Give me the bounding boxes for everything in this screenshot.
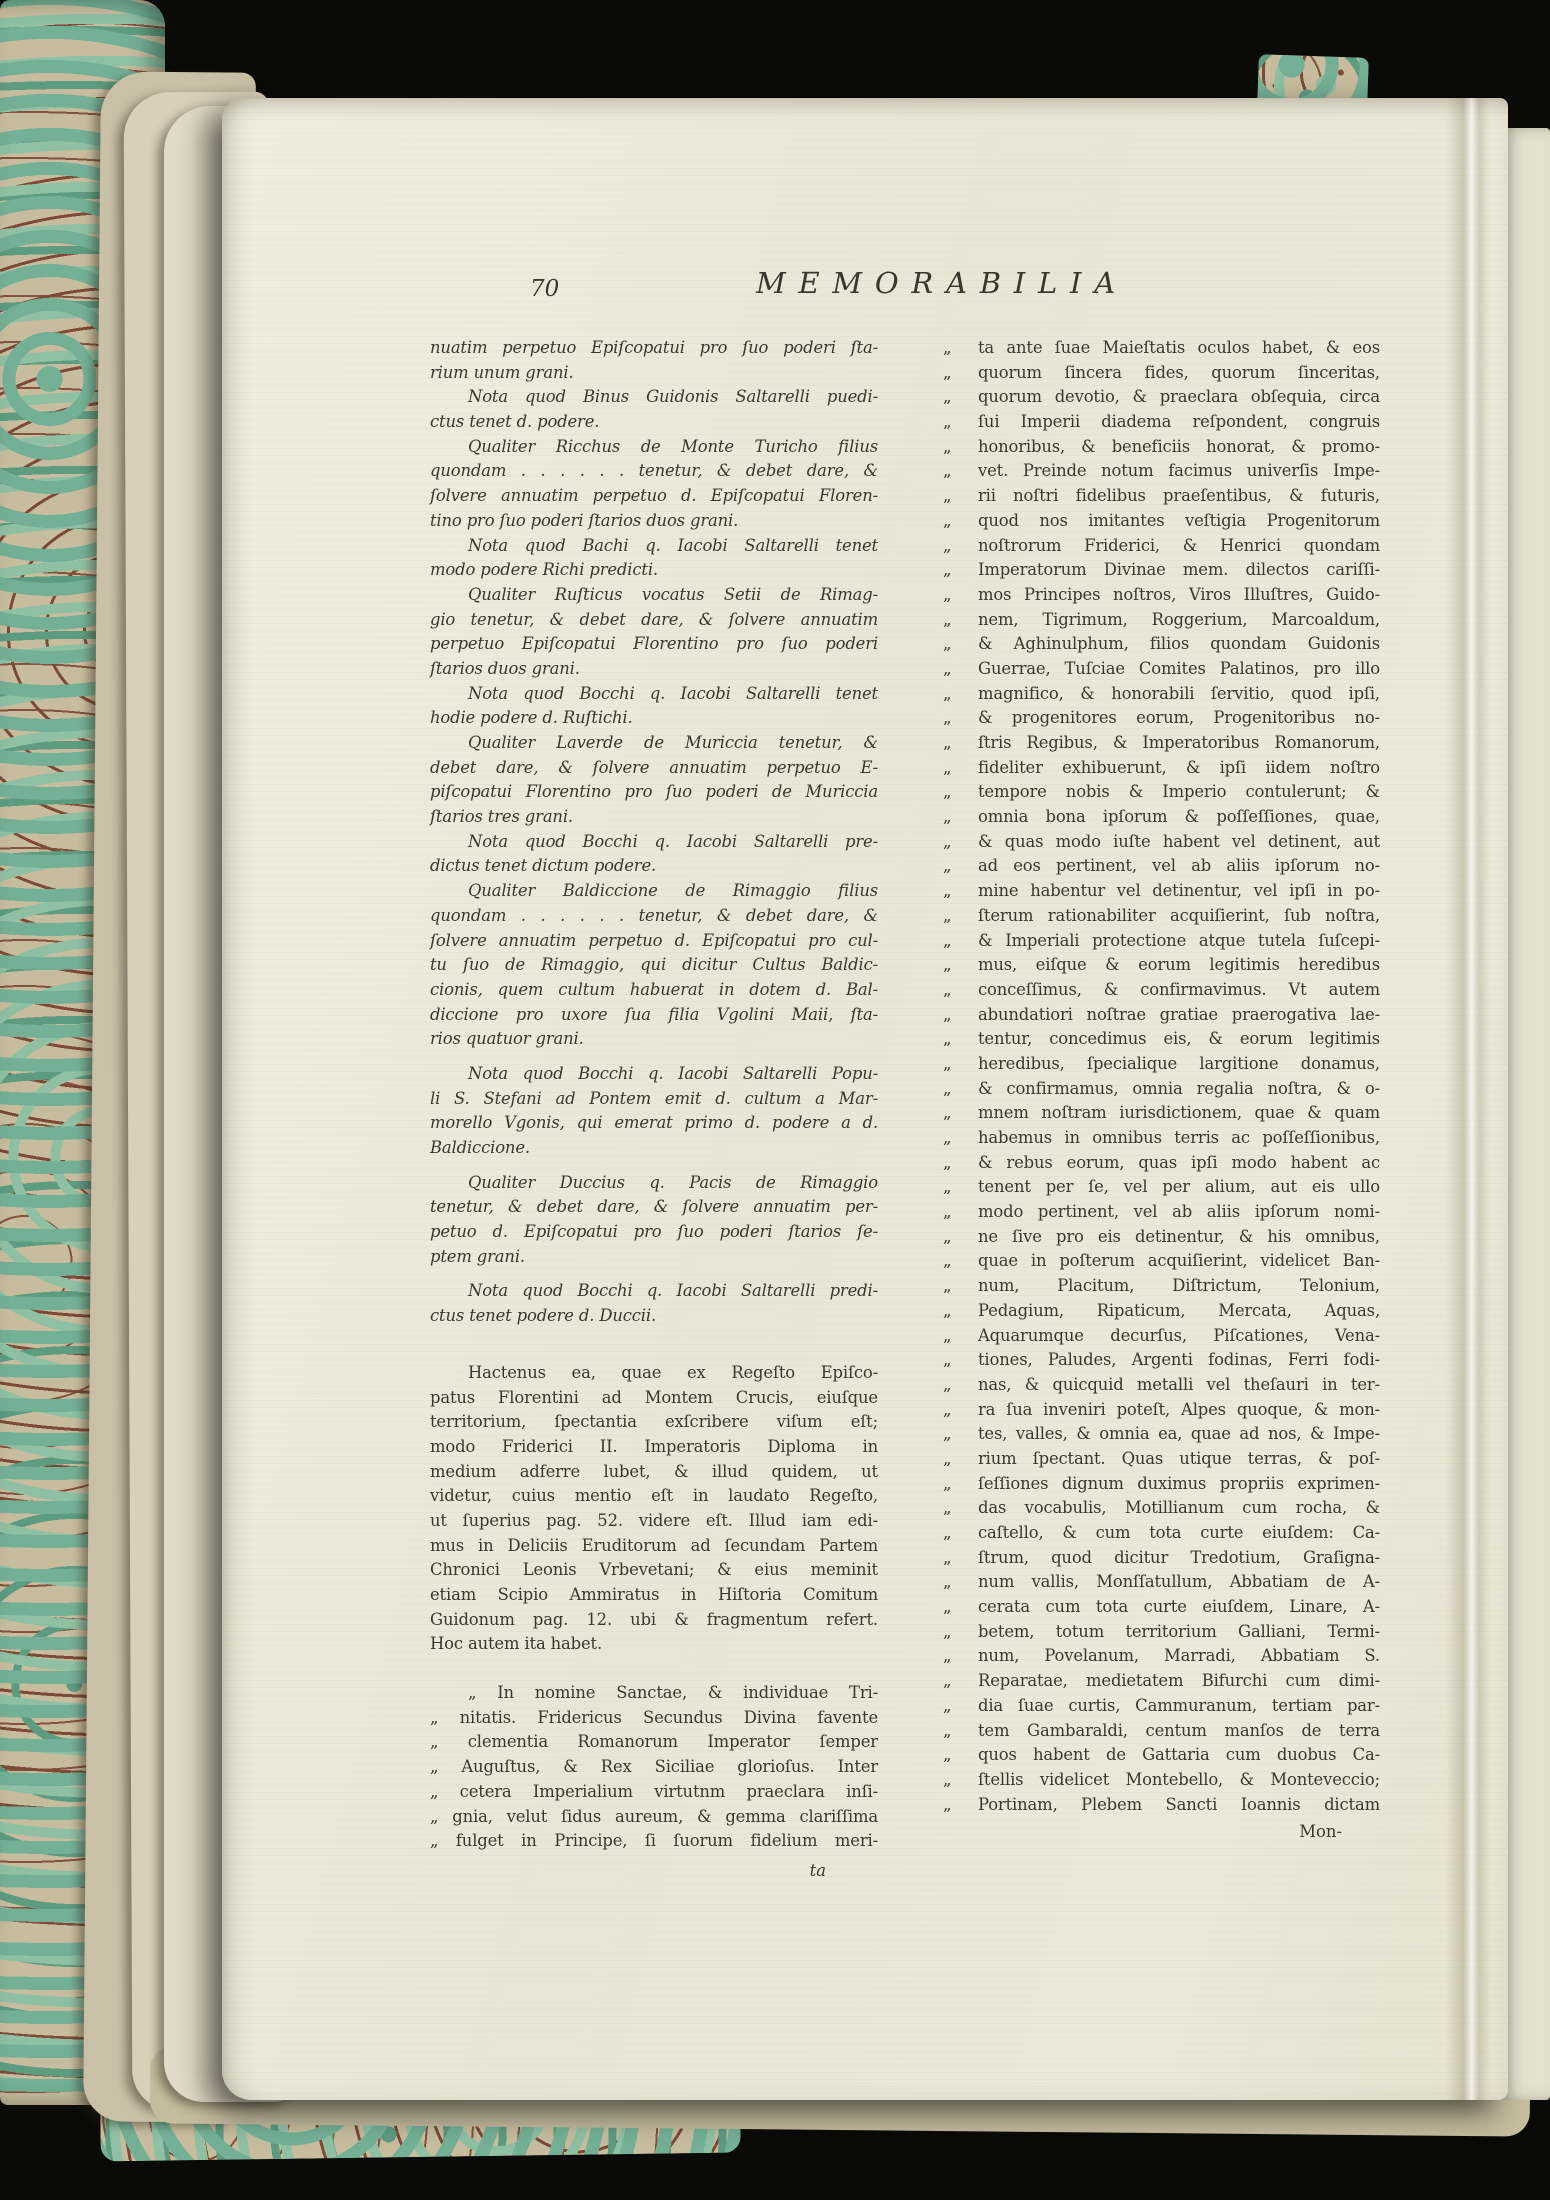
quote-mark: „ bbox=[943, 1226, 952, 1246]
text-line bbox=[943, 484, 1380, 509]
text-line bbox=[943, 1348, 1380, 1373]
quote-mark: „ bbox=[943, 584, 952, 604]
text-line-content: noſtrorum Friderici, & Henrici quondam bbox=[978, 535, 1380, 555]
text-line: etiam Scipio Ammiratus in Hiſtoria Comitum bbox=[430, 1585, 878, 1604]
quote-mark: „ bbox=[943, 905, 952, 925]
text-line bbox=[943, 1373, 1380, 1398]
text-line bbox=[943, 1472, 1380, 1497]
text-line bbox=[943, 1324, 1380, 1349]
text-line-content: num, Placitum, Diſtrictum, Telonium, bbox=[978, 1276, 1380, 1296]
text-line: territorium, ſpectantia exſcribere viſum eſt; bbox=[430, 1412, 878, 1432]
text-line-content: omnia bona ipſorum & poſſeſſiones, quae, bbox=[978, 807, 1380, 827]
text-line: tino pro ſuo poderi ſtarios duos grani. bbox=[430, 510, 739, 530]
text-line: „ gnia, velut ſidus aureum, & gemma clariſſima bbox=[430, 1806, 878, 1826]
text-line: dictus tenet dictum podere. bbox=[430, 856, 657, 876]
text-line: ſolvere annuatim perpetuo d. Epiſcopatui Floren- bbox=[430, 486, 878, 506]
quote-mark: „ bbox=[943, 1325, 952, 1345]
text-line bbox=[943, 1003, 1380, 1028]
quote-mark: „ bbox=[943, 733, 952, 752]
quote-mark: „ bbox=[943, 634, 952, 654]
text-line: ut ſuperius pag. 52. videre eſt. Illud iam edi- bbox=[430, 1510, 878, 1530]
text-line: medium adferre lubet, & illud quidem, ut bbox=[430, 1461, 878, 1481]
text-line: petuo d. Epiſcopatui pro ſuo poderi ſtarios ſe- bbox=[430, 1222, 878, 1242]
text-line: debet dare, & ſolvere annuatim perpetuo E- bbox=[430, 757, 878, 777]
text-line: patus Florentini ad Montem Crucis, eiuſque bbox=[430, 1387, 878, 1407]
text-line-content: honoribus, & beneficiis honorat, & promo- bbox=[978, 436, 1380, 456]
text-line: morello Vgonis, qui emerat primo d. podere a d. bbox=[430, 1113, 878, 1133]
quote-mark: „ bbox=[943, 1424, 952, 1444]
text-line: videtur, cuius mentio eſt in laudato Regeſto, bbox=[430, 1486, 878, 1506]
text-line bbox=[943, 1793, 1380, 1818]
text-line bbox=[943, 336, 1380, 361]
text-line-content: tiones, Paludes, Argenti fodinas, Ferri fodi- bbox=[978, 1350, 1380, 1370]
text-line bbox=[943, 731, 1380, 756]
quote-mark: „ bbox=[943, 1399, 952, 1419]
quote-mark: „ bbox=[943, 1004, 952, 1024]
text-line-content: ſtellis videlicet Montebello, & Monteveccio; bbox=[978, 1769, 1380, 1789]
quote-mark: „ bbox=[943, 1597, 952, 1617]
left-text-column bbox=[430, 336, 878, 1884]
text-line bbox=[943, 410, 1380, 435]
quote-mark: „ bbox=[943, 1029, 952, 1049]
text-line-content: abundatiori noſtrae gratiae praerogativa lae- bbox=[978, 1004, 1380, 1024]
text-line: Qualiter Ruſticus vocatus Setii de Rimag- bbox=[468, 584, 878, 604]
text-line-content: & progenitores eorum, Progenitoribus no- bbox=[978, 708, 1380, 728]
text-line: ctus tenet podere d. Duccii. bbox=[430, 1306, 657, 1326]
text-line: Hoc autem ita habet. bbox=[430, 1634, 603, 1654]
quote-mark: „ bbox=[943, 362, 952, 382]
text-line bbox=[943, 706, 1380, 731]
text-line-content: ſterum rationabiliter acquiſierint, ſub noſtra, bbox=[978, 905, 1380, 925]
text-line bbox=[943, 805, 1380, 830]
text-line-content: ſui Imperii diadema reſpondent, congruis bbox=[978, 412, 1380, 432]
text-line bbox=[943, 978, 1380, 1003]
text-line-content: magnifico, & honorabili ſervitio, quod ipſi, bbox=[978, 683, 1380, 703]
quote-mark: „ bbox=[943, 1547, 952, 1567]
text-line-content: quorum devotio, & praeclara obſequia, circa bbox=[978, 387, 1380, 407]
quote-mark: „ bbox=[943, 486, 952, 506]
quote-mark: „ bbox=[943, 1300, 952, 1320]
text-line bbox=[943, 509, 1380, 534]
text-line: diccione pro uxore ſua filia Vgolini Maii, ſta- bbox=[430, 1004, 878, 1024]
text-line: Qualiter Laverde de Muriccia tenetur, & bbox=[468, 733, 878, 752]
text-line-content: mus, eiſque & eorum legitimis heredibus bbox=[978, 955, 1380, 975]
text-line-content: Aquarumque decurſus, Piſcationes, Vena- bbox=[978, 1325, 1380, 1345]
text-line-content: ne ſive pro eis detinentur, & his omnibus, bbox=[978, 1226, 1380, 1246]
quote-mark: „ bbox=[943, 1276, 952, 1296]
text-line: „ Auguſtus, & Rex Siciliae glorioſus. Inter bbox=[430, 1757, 878, 1777]
text-line-content: rii noſtri fidelibus praeſentibus, & futuris, bbox=[978, 486, 1380, 506]
running-header: MEMORABILIA bbox=[756, 266, 1128, 300]
text-line: cionis, quem cultum habuerat in dotem d. Bal- bbox=[430, 979, 878, 999]
quote-mark: „ bbox=[943, 757, 952, 777]
quote-mark: „ bbox=[943, 461, 952, 481]
text-line bbox=[943, 1694, 1380, 1719]
text-line-content: nas, & quicquid metalli vel theſauri in ter- bbox=[978, 1374, 1380, 1394]
paragraph-gap bbox=[430, 1329, 878, 1361]
text-line: „ fulget in Principe, ſi ſuorum fidelium meri- bbox=[430, 1831, 878, 1851]
text-line-content: ta ante ſuae Maieſtatis oculos habet, & eos bbox=[978, 338, 1380, 357]
text-line: modo Friderici II. Imperatoris Diploma in bbox=[430, 1436, 878, 1456]
text-line-content: & quas modo iuſte habent vel detinent, aut bbox=[978, 831, 1380, 851]
text-line bbox=[943, 1422, 1380, 1447]
text-line bbox=[943, 1052, 1380, 1077]
text-line: Qualiter Ricchus de Monte Turicho filius bbox=[468, 436, 878, 456]
text-line bbox=[943, 1077, 1380, 1102]
quote-mark: „ bbox=[943, 1251, 952, 1271]
text-line-content: modo pertinent, vel ab aliis ipſorum nomi- bbox=[978, 1202, 1380, 1222]
quote-mark: „ bbox=[943, 436, 952, 456]
text-line bbox=[943, 632, 1380, 657]
text-line-content: Reparatae, medietatem Bifurchi cum dimi- bbox=[978, 1671, 1380, 1691]
text-line bbox=[943, 1644, 1380, 1669]
text-line-content: nem, Tigrimum, Roggerium, Marcoaldum, bbox=[978, 609, 1380, 629]
text-line bbox=[943, 1546, 1380, 1571]
text-line bbox=[943, 1101, 1380, 1126]
text-line bbox=[943, 904, 1380, 929]
text-line-content: cerata cum tota curte eiuſdem, Linare, A- bbox=[978, 1597, 1380, 1617]
quote-mark: „ bbox=[943, 1572, 952, 1592]
text-line-content: tempore nobis & Imperio contulerunt; & bbox=[978, 782, 1380, 802]
text-line: ctus tenet d. podere. bbox=[430, 412, 600, 432]
text-line bbox=[943, 1175, 1380, 1200]
text-line-content: quos habent de Gattaria cum duobus Ca- bbox=[978, 1745, 1380, 1765]
text-line bbox=[943, 780, 1380, 805]
text-line bbox=[943, 1249, 1380, 1274]
text-line-content: habemus in omnibus terris ac poſſeſſionibus, bbox=[978, 1128, 1380, 1147]
text-line bbox=[943, 756, 1380, 781]
quote-mark: „ bbox=[943, 560, 952, 580]
quote-mark: „ bbox=[943, 683, 952, 703]
text-line bbox=[943, 1496, 1380, 1521]
text-line bbox=[943, 1570, 1380, 1595]
quote-mark: „ bbox=[943, 1473, 952, 1493]
quote-mark: „ bbox=[943, 1103, 952, 1123]
quote-mark: „ bbox=[943, 1769, 952, 1789]
quote-mark: „ bbox=[943, 1671, 952, 1691]
quote-mark: „ bbox=[943, 1695, 952, 1715]
text-line bbox=[943, 1225, 1380, 1250]
text-line bbox=[943, 1768, 1380, 1793]
text-line: mus in Deliciis Eruditorum ad ſecundam Partem bbox=[430, 1535, 878, 1555]
quote-mark: „ bbox=[943, 807, 952, 827]
text-line-content: num vallis, Monſſatullum, Abbatiam de A- bbox=[978, 1572, 1380, 1592]
text-line-content: & Imperiali protectione atque tutela ſuſcepi- bbox=[978, 930, 1380, 950]
text-line bbox=[943, 1521, 1380, 1546]
quote-mark: „ bbox=[943, 1374, 952, 1394]
text-line: tu ſuo de Rimaggio, qui dicitur Cultus Baldic- bbox=[430, 955, 878, 975]
text-line-content: rium ſpectant. Quas utique terras, & poſ- bbox=[978, 1448, 1380, 1468]
quote-mark: „ bbox=[943, 1523, 952, 1542]
text-line-content: ſeſſiones dignum duximus propriis exprimen- bbox=[978, 1473, 1380, 1493]
text-line-content: fideliter exhibuerunt, & ipſi iidem noſtro bbox=[978, 757, 1380, 777]
paragraph-gap bbox=[430, 1161, 878, 1171]
quote-mark: „ bbox=[943, 1448, 952, 1468]
text-line: Baldiccione. bbox=[430, 1138, 530, 1157]
paragraph-gap bbox=[430, 1052, 878, 1062]
text-line: Nota quod Binus Guidonis Saltarelli puedi- bbox=[468, 387, 878, 407]
catchword-right: Mon- bbox=[1299, 1822, 1342, 1842]
catchword-left: ta bbox=[809, 1860, 826, 1880]
quote-mark: „ bbox=[943, 1720, 952, 1740]
text-line: „ In nomine Sanctae, & individuae Tri- bbox=[468, 1683, 878, 1703]
text-line: rios quatuor grani. bbox=[430, 1029, 584, 1049]
text-line bbox=[943, 1126, 1380, 1151]
text-line-content: ſtris Regibus, & Imperatoribus Romanorum, bbox=[978, 733, 1380, 752]
quote-mark: „ bbox=[943, 609, 952, 629]
text-line-content: tenent per ſe, vel per alium, aut eis ullo bbox=[978, 1177, 1380, 1197]
quote-mark: „ bbox=[943, 708, 952, 728]
text-line bbox=[943, 1447, 1380, 1472]
text-line-content: & confirmamus, omnia regalia noſtra, & o- bbox=[978, 1078, 1380, 1098]
text-line: Nota quod Bocchi q. Iacobi Saltarelli tenet bbox=[468, 683, 878, 703]
text-line-content: betem, totum territorium Galliani, Termi- bbox=[978, 1621, 1380, 1641]
text-line: quondam . . . . . . tenetur, & debet dare, & bbox=[430, 461, 878, 481]
quote-mark: „ bbox=[943, 881, 952, 901]
quote-mark: „ bbox=[943, 535, 952, 555]
quote-mark: „ bbox=[943, 1078, 952, 1098]
text-line bbox=[943, 1743, 1380, 1768]
quote-mark: „ bbox=[943, 782, 952, 802]
text-line bbox=[943, 657, 1380, 682]
quote-mark: „ bbox=[943, 1745, 952, 1765]
quote-mark: „ bbox=[943, 1794, 952, 1814]
text-line: Chronici Leonis Vrbevetani; & eius meminit bbox=[430, 1560, 878, 1580]
text-line: Nota quod Bocchi q. Iacobi Saltarelli predi- bbox=[468, 1281, 878, 1301]
text-line bbox=[943, 435, 1380, 460]
text-line: ſolvere annuatim perpetuo d. Epiſcopatui pro cul- bbox=[430, 930, 878, 950]
quote-mark: „ bbox=[943, 1621, 952, 1641]
quote-mark: „ bbox=[943, 979, 952, 999]
page-number: 70 bbox=[530, 276, 560, 302]
book-page bbox=[222, 98, 1508, 2100]
quote-mark: „ bbox=[943, 658, 952, 678]
text-line: ſtarios duos grani. bbox=[430, 658, 580, 678]
gutter-fold bbox=[1446, 98, 1490, 2100]
paragraph-gap bbox=[430, 1269, 878, 1279]
text-line: Nota quod Bachi q. Iacobi Saltarelli tenet bbox=[468, 535, 878, 555]
quote-mark: „ bbox=[943, 412, 952, 432]
text-line: rium unum grani. bbox=[430, 362, 574, 382]
right-text-column bbox=[943, 336, 1380, 1845]
text-line bbox=[943, 459, 1380, 484]
text-line bbox=[943, 854, 1380, 879]
text-line bbox=[943, 608, 1380, 633]
text-line-content: num, Povelanum, Marradi, Abbatiam S. bbox=[978, 1646, 1380, 1666]
text-line-content: & rebus eorum, quas ipſi modo habent ac bbox=[978, 1152, 1380, 1172]
quote-mark: „ bbox=[943, 831, 952, 851]
quote-mark: „ bbox=[943, 955, 952, 975]
text-line bbox=[943, 385, 1380, 410]
text-line: Qualiter Duccius q. Pacis de Rimaggio bbox=[468, 1172, 878, 1192]
text-line bbox=[943, 558, 1380, 583]
text-line bbox=[943, 879, 1380, 904]
text-line: nuatim perpetuo Epiſcopatui pro ſuo poderi ſta- bbox=[430, 338, 878, 357]
text-line-content: heredibus, ſpecialique largitione donamus, bbox=[978, 1053, 1380, 1073]
text-line bbox=[943, 830, 1380, 855]
text-line bbox=[943, 953, 1380, 978]
text-line-content: tem Gambaraldi, centum manſos de terra bbox=[978, 1720, 1380, 1740]
text-line: Nota quod Bocchi q. Iacobi Saltarelli Popu- bbox=[468, 1063, 878, 1083]
text-line bbox=[943, 1669, 1380, 1694]
text-line: ptem grani. bbox=[430, 1246, 525, 1266]
text-line bbox=[943, 682, 1380, 707]
text-line: „ nitatis. Fridericus Secundus Divina favente bbox=[430, 1707, 878, 1727]
text-line bbox=[943, 1151, 1380, 1176]
text-line-content: quod nos imitantes veſtigia Progenitorum bbox=[978, 510, 1380, 530]
text-line: Hactenus ea, quae ex Regeſto Epiſco- bbox=[468, 1362, 878, 1382]
text-line-content: mnem noſtram iurisdictionem, quae & quam bbox=[978, 1103, 1380, 1123]
text-line bbox=[943, 1299, 1380, 1324]
quote-mark: „ bbox=[943, 387, 952, 407]
quote-mark: „ bbox=[943, 1152, 952, 1172]
text-line-content: caſtello, & cum tota curte eiuſdem: Ca- bbox=[978, 1523, 1380, 1542]
text-line: „ cetera Imperialium virtutnm praeclara inſi- bbox=[430, 1781, 878, 1801]
text-line bbox=[943, 929, 1380, 954]
text-line: quondam . . . . . . tenetur, & debet dare, & bbox=[430, 905, 878, 925]
quote-mark: „ bbox=[943, 1177, 952, 1197]
text-line-content: tes, valles, & omnia ea, quae ad nos, & Impe- bbox=[978, 1424, 1380, 1444]
text-line-content: vet. Preinde notum facimus univerſis Impe- bbox=[978, 461, 1380, 481]
quote-mark: „ bbox=[943, 1128, 952, 1147]
quote-mark: „ bbox=[943, 1350, 952, 1370]
quote-mark: „ bbox=[943, 338, 952, 357]
text-line bbox=[943, 1200, 1380, 1225]
text-line-content: Portinam, Plebem Sancti Ioannis dictam bbox=[978, 1794, 1380, 1814]
text-line bbox=[943, 583, 1380, 608]
quote-mark: „ bbox=[943, 856, 952, 876]
text-line: „ clementia Romanorum Imperator ſemper bbox=[430, 1732, 878, 1752]
text-line: Nota quod Bocchi q. Iacobi Saltarelli pre- bbox=[468, 831, 878, 851]
text-line bbox=[943, 1620, 1380, 1645]
text-line bbox=[943, 1027, 1380, 1052]
quote-mark: „ bbox=[943, 930, 952, 950]
quote-mark: „ bbox=[943, 1498, 952, 1518]
text-line bbox=[943, 534, 1380, 559]
text-line: tenetur, & debet dare, & ſolvere annuatim per- bbox=[430, 1197, 878, 1217]
text-line bbox=[943, 1719, 1380, 1744]
text-line-content: Imperatorum Divinae mem. dilectos cariſſi- bbox=[978, 560, 1380, 580]
text-line bbox=[943, 361, 1380, 386]
text-line: li S. Stefani ad Pontem emit d. cultum a Mar- bbox=[430, 1088, 878, 1108]
text-line-content: conceſſimus, & confirmavimus. Vt autem bbox=[978, 979, 1380, 999]
text-line-content: quae in poſterum acquiſierint, videlicet Ban- bbox=[978, 1251, 1380, 1271]
quote-mark: „ bbox=[943, 1053, 952, 1073]
text-line-content: mine habentur vel detinentur, vel ipſi in po- bbox=[978, 881, 1380, 901]
text-line-content: tentur, concedimus eis, & eorum legitimis bbox=[978, 1029, 1380, 1049]
text-line-content: das vocabulis, Motillianum cum rocha, & bbox=[978, 1498, 1380, 1518]
text-line-content: ſtrum, quod dicitur Tredotium, Graſigna- bbox=[978, 1547, 1380, 1567]
text-line-content: ra ſua inveniri poteſt, Alpes quoque, & mon- bbox=[978, 1399, 1380, 1419]
text-line bbox=[943, 1274, 1380, 1299]
text-line-content: dia ſuae curtis, Cammuranum, tertiam par- bbox=[978, 1695, 1380, 1715]
text-line bbox=[943, 1595, 1380, 1620]
text-line: Guidonum pag. 12. ubi & fragmentum refert. bbox=[430, 1609, 878, 1629]
text-line-content: Pedagium, Ripaticum, Mercata, Aquas, bbox=[978, 1300, 1380, 1320]
text-line: hodie podere d. Ruſtichi. bbox=[430, 708, 633, 728]
text-line-content: & Aghinulphum, filios quondam Guidonis bbox=[978, 634, 1380, 654]
text-line-content: ad eos pertinent, vel ab aliis ipſorum no- bbox=[978, 856, 1380, 876]
text-line: perpetuo Epiſcopatui Florentino pro ſuo poderi bbox=[430, 634, 878, 654]
quote-mark: „ bbox=[943, 510, 952, 530]
text-line: piſcopatui Florentino pro ſuo poderi de Muriccia bbox=[430, 782, 878, 802]
text-line-content: quorum ſincera fides, quorum ſinceritas, bbox=[978, 362, 1380, 382]
paragraph-gap bbox=[430, 1657, 878, 1681]
quote-mark: „ bbox=[943, 1646, 952, 1666]
text-line-content: mos Principes noſtros, Viros Illuſtres, Guido- bbox=[978, 584, 1380, 604]
text-line bbox=[943, 1398, 1380, 1423]
quote-mark: „ bbox=[943, 1202, 952, 1222]
text-line: modo podere Richi predicti. bbox=[430, 560, 658, 580]
text-line-content: Guerrae, Tuſciae Comites Palatinos, pro illo bbox=[978, 658, 1380, 678]
text-line: Qualiter Baldiccione de Rimaggio filius bbox=[468, 881, 878, 901]
text-line: gio tenetur, & debet dare, & ſolvere annuatim bbox=[430, 609, 878, 629]
text-line: ſtarios tres grani. bbox=[430, 807, 573, 827]
